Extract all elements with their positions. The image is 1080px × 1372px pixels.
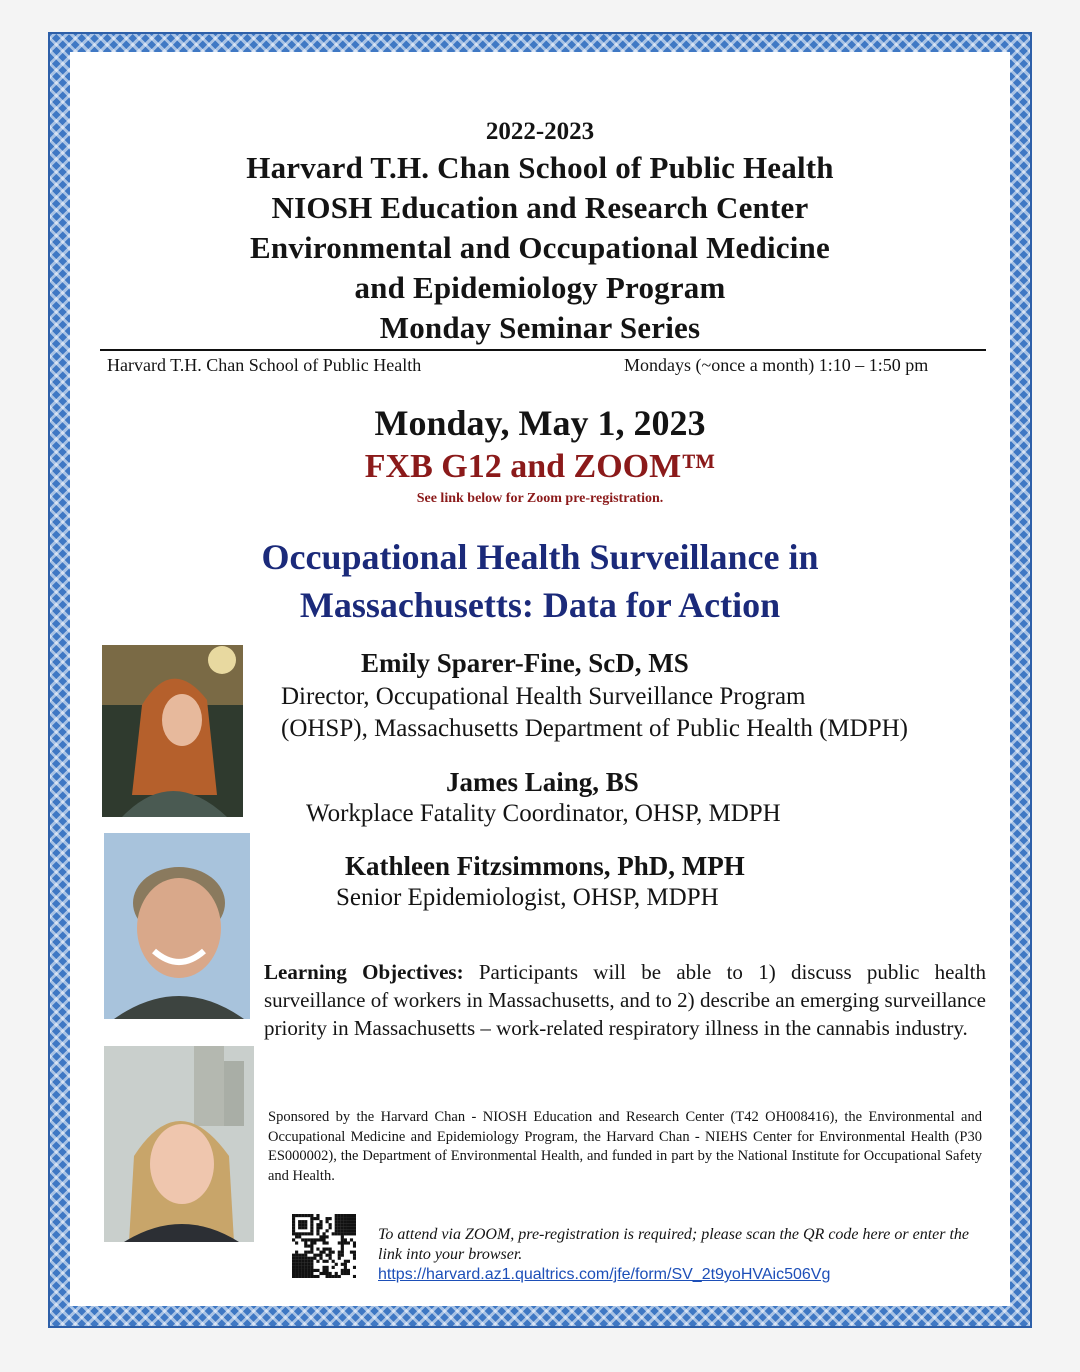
speaker-photo-kathleen — [104, 1046, 254, 1242]
speaker-role-3: Senior Epidemiologist, OHSP, MDPH — [336, 884, 719, 911]
qr-code-icon[interactable] — [292, 1214, 356, 1278]
learning-objectives — [264, 958, 986, 1042]
subheader-schedule: Mondays (~once a month) 1:10 – 1:50 pm — [624, 355, 929, 375]
objectives-text: Participants will be able to 1) discuss public health surveillance of workers in Massachusetts, and to 2) describe an emerging surveillance priority in Massachusetts – work-related respiratory illness in the cannabis industry. — [264, 960, 986, 1040]
header-program-line2: and Epidemiology Program — [354, 270, 726, 305]
series-year: 2022-2023 — [485, 118, 595, 145]
speaker-photo-james — [104, 833, 250, 1019]
speaker-name-2: James Laing, BS — [446, 767, 639, 797]
speaker-role-1b: (OHSP), Massachusetts Department of Public Health (MDPH) — [281, 715, 908, 742]
speaker-role-1a: Director, Occupational Health Surveillance Program — [281, 683, 806, 710]
header-school: Harvard T.H. Chan School of Public Health — [246, 150, 834, 185]
objectives-label: Learning Objectives: — [264, 960, 464, 984]
speaker-name-3: Kathleen Fitzsimmons, PhD, MPH — [345, 851, 745, 881]
header-center: NIOSH Education and Research Center — [271, 190, 809, 225]
event-date: Monday, May 1, 2023 — [374, 403, 706, 443]
header-program-line1: Environmental and Occupational Medicine — [250, 230, 830, 265]
talk-title-line2: Massachusetts: Data for Action — [299, 585, 781, 625]
registration-instructions: To attend via ZOOM, pre-registration is required; please scan the QR code here or enter the link into your browser. — [378, 1226, 970, 1263]
sponsor-statement: Sponsored by the Harvard Chan - NIOSH Education and Research Center (T42 OH008416), the Environmental and Occupational Medicine and Epidemiology Program, the Harvard Chan - NIEHS Center for Environmental Health (P30 ES000002), the Department of Environmental Health, and funded in part by the National Institute for Occupational Safety and Health. — [268, 1109, 982, 1184]
speaker-photo-emily — [102, 645, 243, 817]
speaker-name-1: Emily Sparer-Fine, ScD, MS — [361, 648, 689, 678]
registration-link[interactable]: https://harvard.az1.qualtrics.com/jfe/form/SV_2t9yoHVAic506Vg — [378, 1266, 831, 1283]
speaker-role-2: Workplace Fatality Coordinator, OHSP, MDPH — [306, 800, 781, 827]
zoom-note: See link below for Zoom pre-registration. — [416, 491, 664, 506]
event-location: FXB G12 and ZOOM™ — [364, 448, 716, 485]
header-divider — [100, 349, 986, 351]
header-series: Monday Seminar Series — [379, 310, 701, 345]
subheader-school: Harvard T.H. Chan School of Public Health — [107, 355, 422, 375]
talk-title-line1: Occupational Health Surveillance in — [261, 537, 819, 577]
